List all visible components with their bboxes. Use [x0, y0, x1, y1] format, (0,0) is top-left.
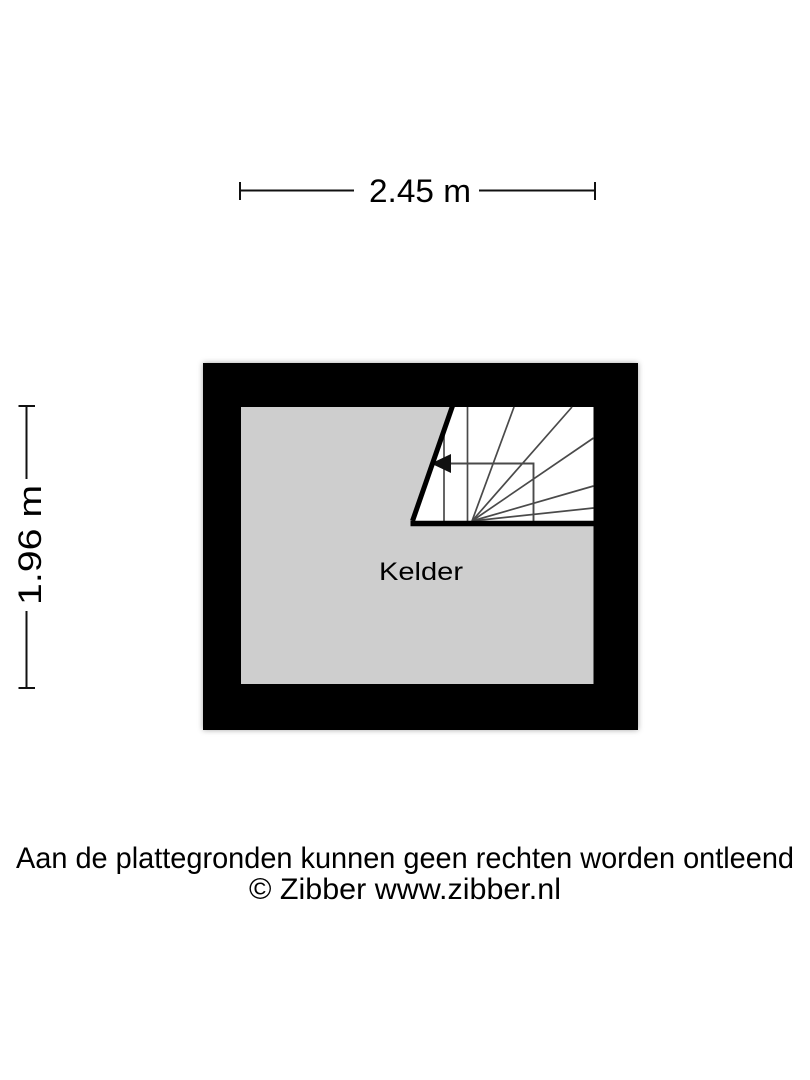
floorplan	[203, 363, 638, 730]
dimension-width	[240, 173, 595, 209]
footer-credit: © Zibber www.zibber.nl	[249, 873, 561, 906]
footer-disclaimer: Aan de plattegronden kunnen geen rechten worden ontleend	[16, 842, 794, 875]
dimension-height-label: 1.96 m	[12, 507, 48, 605]
room-label: Kelder	[379, 558, 463, 586]
dimension-width-label: 2.45 m	[369, 173, 471, 209]
footer	[16, 842, 794, 906]
dimension-height	[12, 406, 48, 688]
